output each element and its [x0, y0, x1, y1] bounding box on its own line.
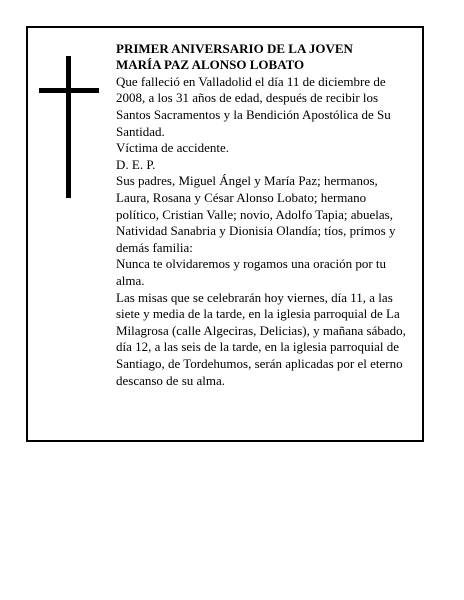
rip-paragraph: D. E. P.: [116, 156, 156, 172]
prayer-paragraph: Nunca te olvidaremos y rogamos una oración por tu alma.: [116, 256, 387, 288]
cross-horizontal-bar: [39, 88, 99, 93]
notice-text: [116, 41, 408, 389]
heading-line-2: MARÍA PAZ ALONSO LOBATO: [116, 57, 305, 73]
cross-vertical-bar: [66, 56, 71, 198]
cause-paragraph: Víctima de accidente.: [116, 140, 229, 156]
notice-heading: [116, 41, 408, 74]
family-paragraph: Sus padres, Miguel Ángel y María Paz; hermanos, Laura, Rosana y César Alonso Lobato; hermano político, Cristian Valle; novio, Adolfo Tapia; abuelas, Natividad Sanabria y Dionisia Olandía; tíos, primos y demás familia:: [116, 173, 396, 255]
masses-paragraph: Las misas que se celebrarán hoy viernes, día 11, a las siete y media de la tarde, en la iglesia parroquial de La Milagrosa (calle Algeciras, Delicias), y mañana sábado, día 12, a las seis de la tarde, en la iglesia parroquial de Santiago, de Tordehumos, serán aplicadas por el eterno descanso de su alma.: [116, 289, 406, 388]
obituary-notice: [26, 26, 424, 442]
heading-line-1: PRIMER ANIVERSARIO DE LA JOVEN: [116, 41, 353, 56]
death-details-paragraph: Que falleció en Valladolid el día 11 de diciembre de 2008, a los 31 años de edad, después de recibir los Santos Sacramentos y la Bendición Apostólica de Su Santidad.: [116, 73, 391, 139]
